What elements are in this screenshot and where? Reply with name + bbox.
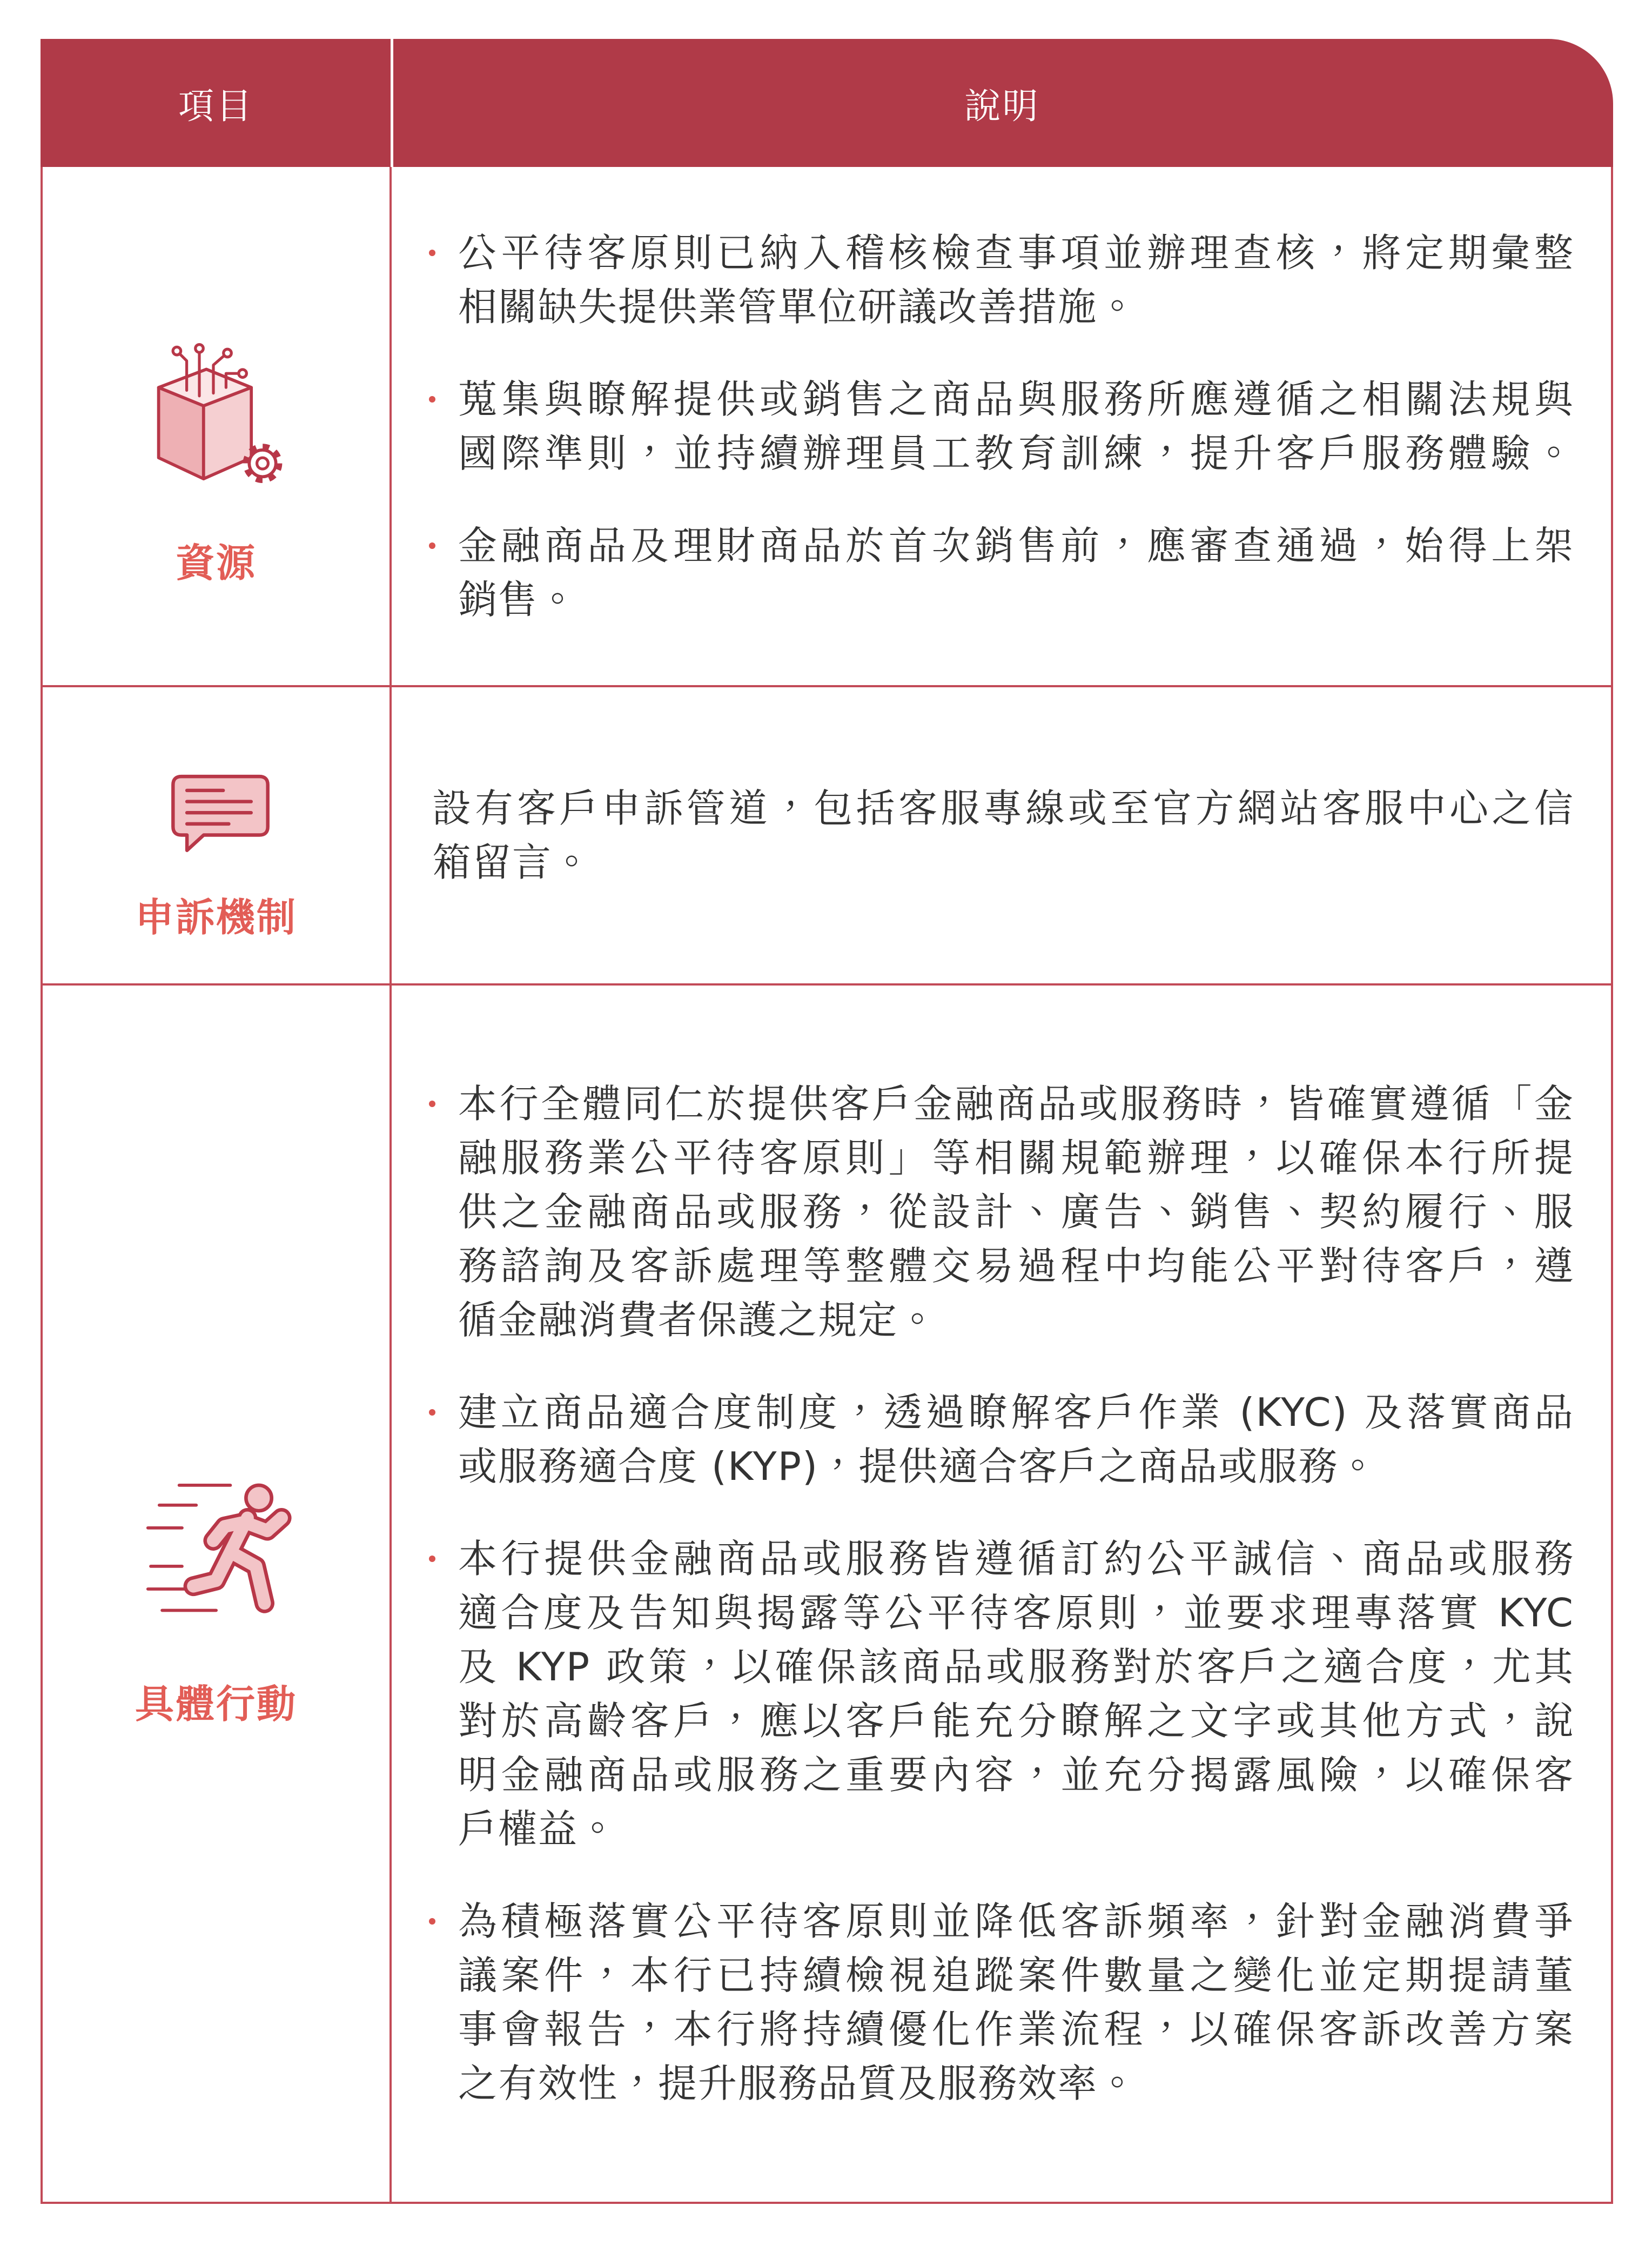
- bullet-line: 融服務業公平待客原則」等相關規範辦理，以確保本行所提: [458, 1135, 1574, 1181]
- header-description: 說明: [964, 85, 1040, 127]
- fair-treatment-table: [41, 39, 1613, 2204]
- bullet-line: 及 KYP 政策，以確保該商品或服務對於客戶之適合度，尤其: [458, 1644, 1574, 1690]
- bullet-marker: [429, 250, 435, 256]
- bullet-item: [458, 226, 1574, 334]
- table-row-resources: [43, 167, 1611, 687]
- bullet-line: 循金融消費者保護之規定。: [458, 1297, 938, 1343]
- bullet-line: 建立商品適合度制度，透過瞭解客戶作業 (KYC) 及落實商品: [458, 1390, 1574, 1435]
- paragraph-line: 箱留言。: [432, 840, 593, 885]
- bullet-line: 相關缺失提供業管單位研議改善措施。: [458, 284, 1138, 330]
- bullet-line: 議案件，本行已持續檢視追蹤案件數量之變化並定期提請董: [458, 1953, 1574, 1998]
- item-label: 資源: [175, 540, 257, 586]
- bullet-line: 之有效性，提升服務品質及服務效率。: [458, 2061, 1138, 2106]
- bullet-line: 銷售。: [458, 577, 579, 622]
- bullet-item: [458, 1532, 1574, 1856]
- bullet-item: [458, 1077, 1574, 1347]
- table-row-actions: [43, 986, 1611, 2204]
- bullet-item: [458, 1894, 1574, 2110]
- bullet-line: 蒐集與瞭解提供或銷售之商品與服務所應遵循之相關法規與: [458, 376, 1574, 422]
- bullet-line: 本行提供金融商品或服務皆遵循訂約公平誠信、商品或服務: [458, 1536, 1574, 1581]
- bullet-line: 國際準則，並持續辦理員工教育訓練，提升客戶服務體驗。: [458, 430, 1574, 476]
- item-cell: [43, 687, 392, 983]
- bullet-marker: [429, 1556, 435, 1562]
- description-cell: [392, 986, 1611, 2202]
- paragraph-line: 設有客戶申訴管道，包括客服專線或至官方網站客服中心之信: [432, 786, 1574, 831]
- bullet-line: 本行全體同仁於提供客戶金融商品或服務時，皆確實遵循「金: [458, 1081, 1574, 1127]
- item-cell: [43, 167, 392, 685]
- bullet-list: [458, 1077, 1574, 2110]
- bullet-item: [458, 519, 1574, 627]
- bullet-item: [458, 372, 1574, 480]
- bullet-marker: [429, 396, 435, 403]
- table-row-complaints: [43, 687, 1611, 986]
- bullet-marker: [429, 542, 435, 549]
- bullet-item: [458, 1385, 1574, 1493]
- bullet-line: 明金融商品或服務之重要內容，並充分揭露風險，以確保客: [458, 1752, 1574, 1798]
- header-divider: [391, 39, 393, 167]
- item-label: 具體行動: [135, 1681, 297, 1727]
- header-item: 項目: [178, 85, 254, 127]
- description-cell: [392, 167, 1611, 685]
- bullet-line: 供之金融商品或服務，從設計、廣告、銷售、契約履行、服: [458, 1189, 1574, 1235]
- bullet-marker: [429, 1101, 435, 1107]
- description-cell: [392, 687, 1611, 983]
- bullet-line: 適合度及告知與揭露等公平待客原則，並要求理專落實 KYC: [458, 1590, 1574, 1635]
- table-header: [41, 39, 1613, 167]
- bullet-line: 戶權益。: [458, 1806, 619, 1852]
- bullet-list: [458, 226, 1574, 627]
- bullet-line: 務諮詢及客訴處理等整體交易過程中均能公平對待客戶，遵: [458, 1243, 1574, 1289]
- bullet-line: 金融商品及理財商品於首次銷售前，應審查通過，始得上架: [458, 522, 1574, 568]
- cube-gear-icon: [156, 343, 285, 483]
- chat-bubble-icon: [170, 774, 271, 853]
- running-person-icon: [145, 1481, 296, 1616]
- bullet-marker: [429, 1918, 435, 1925]
- item-label: 申訴機制: [135, 895, 297, 940]
- bullet-line: 對於高齡客戶，應以客戶能充分瞭解之文字或其他方式，說: [458, 1698, 1574, 1744]
- bullet-line: 為積極落實公平待客原則並降低客訴頻率，針對金融消費爭: [458, 1899, 1574, 1944]
- bullet-line: 公平待客原則已納入稽核檢查事項並辦理查核，將定期彙整: [458, 230, 1574, 276]
- table-body: [41, 167, 1613, 2204]
- item-cell: [43, 986, 392, 2202]
- bullet-line: 或服務適合度 (KYP)，提供適合客戶之商品或服務。: [458, 1444, 1379, 1489]
- bullet-line: 事會報告，本行將持續優化作業流程，以確保客訴改善方案: [458, 2007, 1574, 2052]
- bullet-marker: [429, 1409, 435, 1416]
- description-paragraph: [432, 781, 1574, 889]
